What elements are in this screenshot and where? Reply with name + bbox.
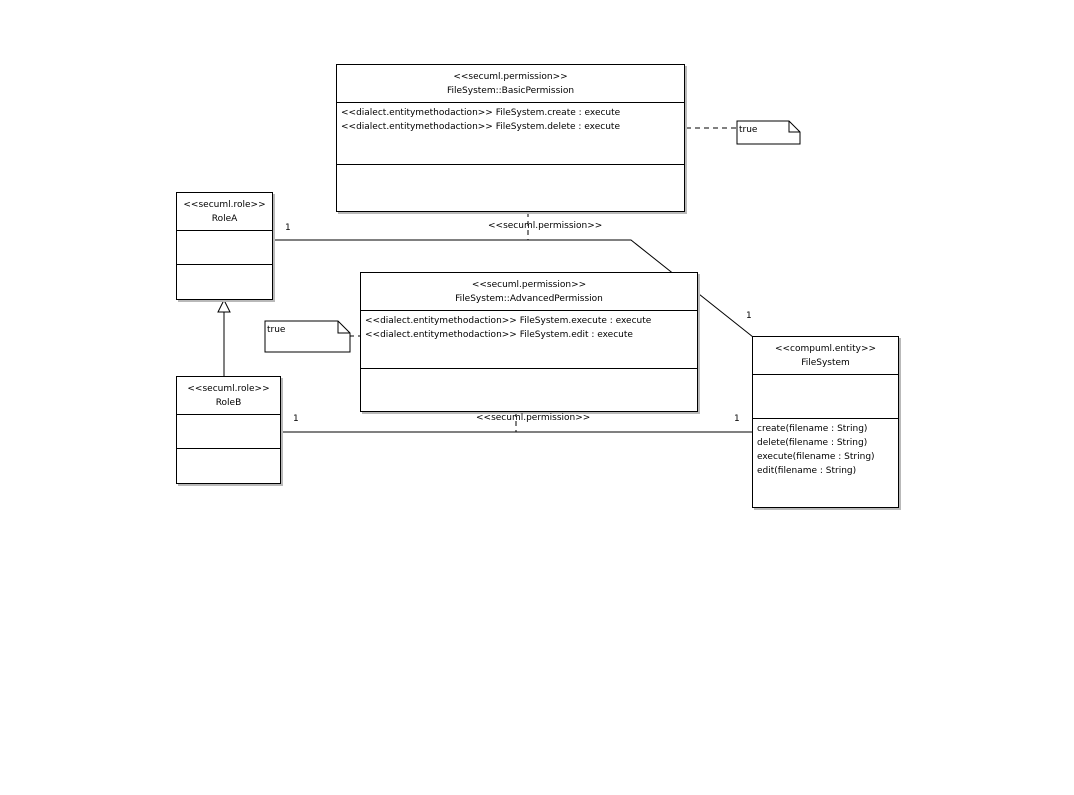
operations-compartment [753, 418, 898, 507]
class-name: RoleA [211, 214, 238, 224]
class-name: FileSystem::BasicPermission [446, 86, 575, 96]
note-advanced-constraint[interactable] [264, 320, 352, 354]
attributes-compartment [177, 415, 280, 448]
operation: delete(filename : String) [757, 438, 868, 448]
attribute: <<dialect.entitymethodaction>> FileSystem.execute : execute [365, 316, 652, 326]
note-text: true [267, 325, 286, 335]
class-role-b[interactable] [176, 376, 281, 484]
operations-compartment [177, 264, 272, 299]
class-basic-permission[interactable] [336, 64, 685, 212]
class-name: FileSystem [801, 358, 850, 368]
class-role-a[interactable] [176, 192, 273, 300]
operations-compartment [177, 448, 280, 483]
class-name: RoleB [215, 398, 242, 408]
attributes-compartment [177, 231, 272, 264]
multiplicity-label: 1 [746, 311, 752, 321]
attributes-compartment [753, 375, 898, 418]
operations-compartment [361, 368, 697, 411]
operation: edit(filename : String) [757, 466, 857, 476]
multiplicity-label: 1 [734, 414, 740, 424]
attribute: <<dialect.entitymethodaction>> FileSystem.create : execute [341, 108, 621, 118]
operation: create(filename : String) [757, 424, 868, 434]
association-label: <<secuml.permission>> [488, 221, 603, 231]
stereotype-label: <<secuml.permission>> [471, 280, 587, 290]
generalization-arrowhead [218, 300, 230, 312]
class-advanced-permission[interactable] [360, 272, 698, 412]
multiplicity-label: 1 [285, 223, 291, 233]
note-basic-constraint[interactable] [736, 120, 802, 146]
operation: execute(filename : String) [757, 452, 875, 462]
attributes-compartment [337, 103, 684, 164]
class-file-system[interactable] [752, 336, 899, 508]
class-name: FileSystem::AdvancedPermission [455, 294, 603, 304]
multiplicity-label: 1 [293, 414, 299, 424]
operations-compartment [337, 164, 684, 211]
stereotype-label: <<secuml.role>> [183, 200, 266, 210]
attribute: <<dialect.entitymethodaction>> FileSystem.edit : execute [365, 330, 633, 340]
note-text: true [739, 125, 758, 135]
class-header [753, 337, 898, 375]
stereotype-label: <<secuml.permission>> [453, 72, 568, 82]
class-header [361, 273, 697, 311]
stereotype-label: <<secuml.role>> [187, 384, 270, 394]
attributes-compartment [361, 311, 697, 368]
stereotype-label: <<compuml.entity>> [774, 344, 877, 354]
class-header [337, 65, 684, 103]
class-header [177, 193, 272, 231]
class-header [177, 377, 280, 415]
attribute: <<dialect.entitymethodaction>> FileSystem.delete : execute [341, 122, 620, 132]
association-label: <<secuml.permission>> [476, 413, 591, 423]
